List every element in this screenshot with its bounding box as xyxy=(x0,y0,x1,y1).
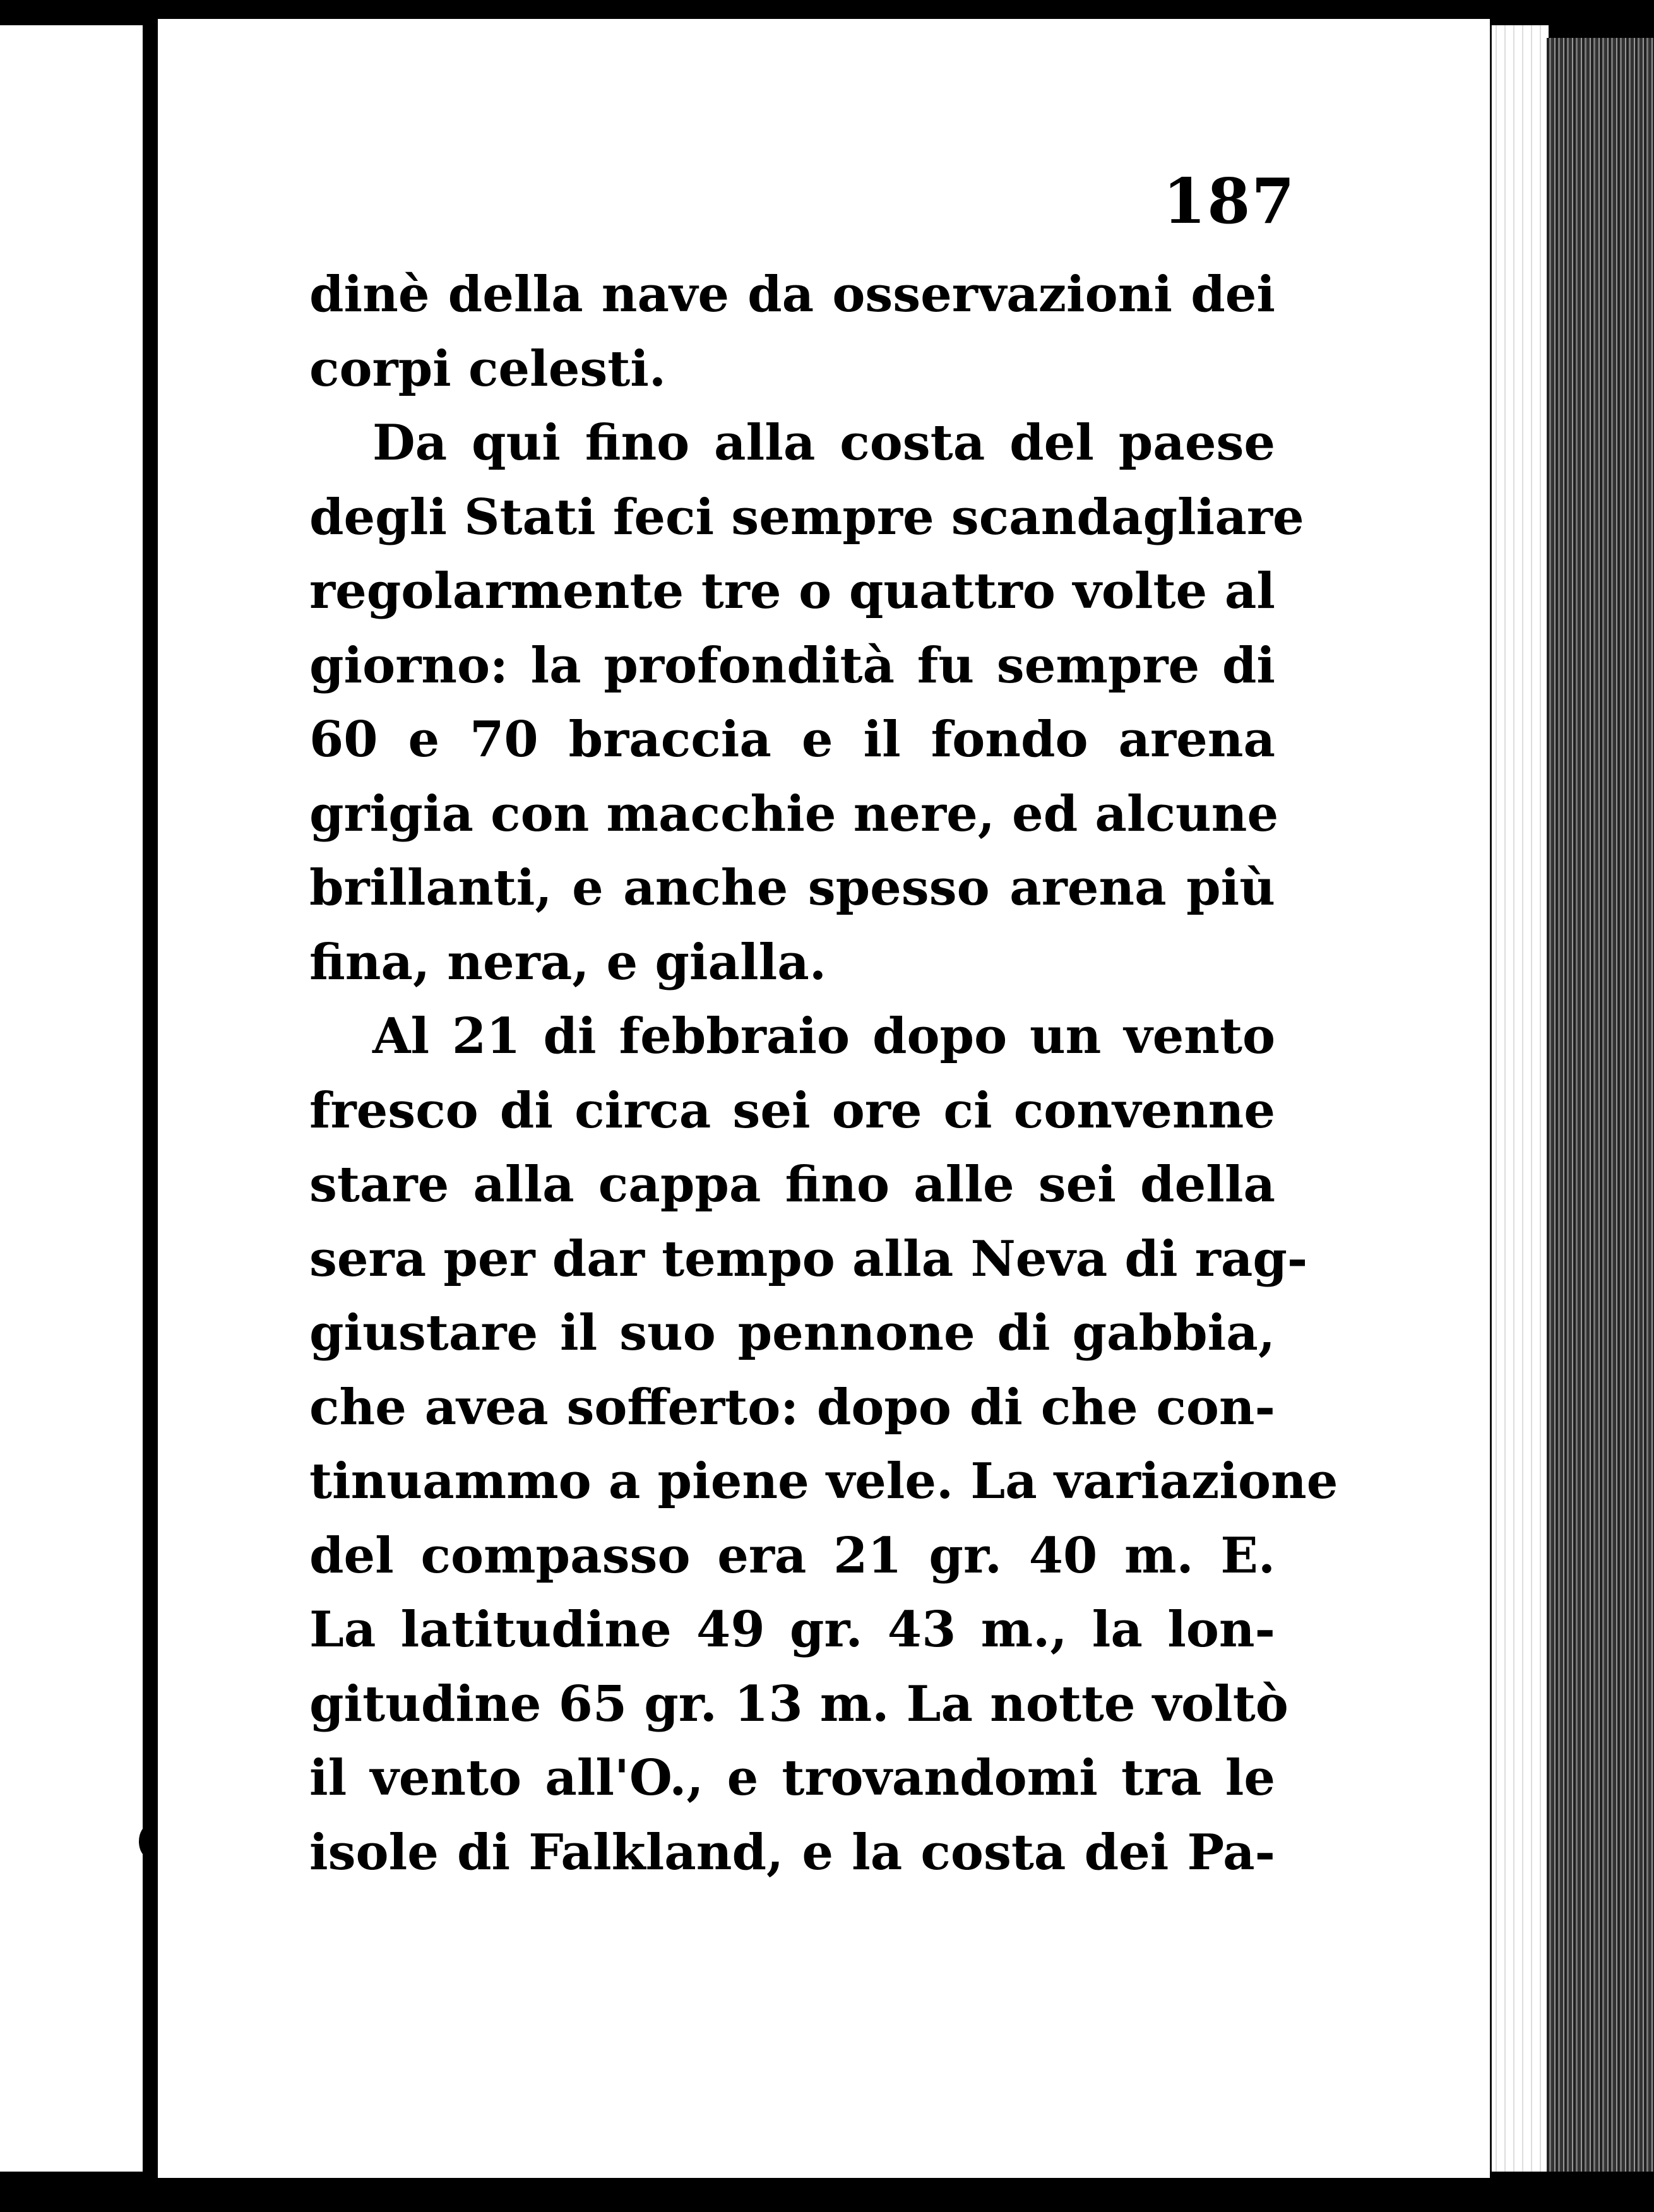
text-line: dinè della nave da osservazioni dei xyxy=(309,266,1275,323)
text-line: grigia con macchie nere, ed alcune xyxy=(309,785,1279,843)
text-line: Da qui fino alla costa del paese xyxy=(372,414,1275,472)
text-line: gitudine 65 gr. 13 m. La notte voltò xyxy=(309,1675,1288,1733)
top-scan-border xyxy=(158,0,1654,19)
left-facing-page xyxy=(0,25,143,2172)
text-line: fresco di circa sei ore ci convenne xyxy=(309,1081,1275,1139)
text-line: corpi celesti. xyxy=(309,340,667,398)
text-line: che avea sofferto: dopo di che con- xyxy=(309,1378,1275,1436)
page-body-text xyxy=(309,258,1338,1889)
text-line: sera per dar tempo alla Neva di rag- xyxy=(309,1230,1308,1288)
text-line: 60 e 70 braccia e il fondo arena xyxy=(309,711,1275,768)
gutter-binding-mark xyxy=(139,1826,158,1857)
text-line: regolarmente tre o quattro volte al xyxy=(309,562,1275,620)
text-line: degli Stati feci sempre scandagliare xyxy=(309,488,1304,546)
page-edges xyxy=(1490,25,1549,2172)
text-line: stare alla cappa fino alle sei della xyxy=(309,1156,1275,1213)
text-line: fina, nera, e gialla. xyxy=(309,933,826,991)
text-line: giorno: la profondità fu sempre di xyxy=(309,636,1275,694)
text-line: del compasso era 21 gr. 40 m. E. xyxy=(309,1526,1275,1585)
text-line: il vento all'O., e trovandomi tra le xyxy=(309,1749,1275,1807)
text-line: La latitudine 49 gr. 43 m., la lon- xyxy=(309,1601,1275,1658)
text-line: giustare il suo pennone di gabbia, xyxy=(309,1304,1275,1362)
text-line: brillanti, e anche spesso arena più xyxy=(309,859,1275,917)
text-line: isole di Falkland, e la costa dei Pa- xyxy=(309,1823,1275,1881)
book-gutter xyxy=(143,19,158,2191)
text-line: Al 21 di febbraio dopo un vento xyxy=(372,1008,1275,1065)
text-line: tinuammo a piene vele. La variazione xyxy=(309,1453,1338,1510)
book-block-edge xyxy=(1547,38,1654,2172)
page-number: 187 xyxy=(1163,165,1296,238)
